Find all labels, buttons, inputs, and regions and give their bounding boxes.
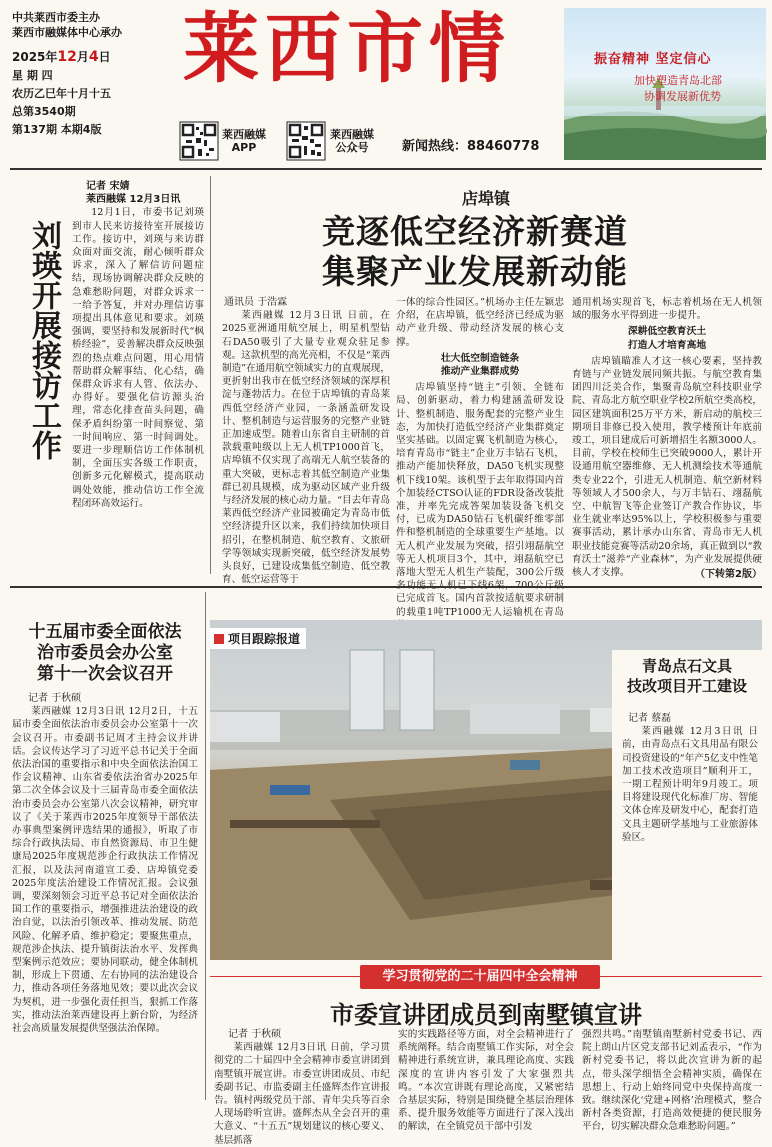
article2-subhead: 深耕低空教育沃土 打造人才培育高地 — [627, 326, 707, 351]
article2-col2: 一体的综合性园区。”机场办主任左颖忠介绍，在店埠镇，低空经济已经成为驱动产业升级、带动经济发展的核心支撑。 壮大低空制造链条 推动产业集群成势 店埠镇坚持“链主”引领、全链布局、创新驱动，着力构建涵盖研发设计、整机制造、服务配套的完整产业生态，为加快打造低空经济产业集群奠定坚实基础。以固定翼飞机制造为核心，培育青岛市“链主”企业万丰钻石飞机，推动产能加快释放，DA50飞机实现整机下线10架。该机型于去年取得国内首个加装经CTSO认证的FDR设备改装批准，并率先完成答架加装设备飞机交付，已成为DA50钻石飞机碳纤维零部件和整机制造的全球重要生产基地。以无人机产业发展为突破，招引翊磊航空等无人机项目3个，其中，翊磊航空已落地大型无人机生产装配，300公斤级 已完成首飞。国内首款按适航要求研制的载重1吨TP1000无人运输机在青岛 — [396, 297, 564, 618]
article5-col1: 记者 于秋硕 莱西融媒 12月3日讯 日前，学习贯彻党的二十届四中全会精神市委宣讲团到南墅镇开展宣讲。市委宣讲团成员、市纪委副书记、市监委副主任盛辉杰作宣讲报告。镇村两级党员干部、青年尖兵等百余人现场聆听宣讲。盛辉杰从全会召开的重大意义、“十五五”规划建议的核心要义、基层抓落 — [214, 1029, 390, 1146]
masthead-title: 莱西市情 — [183, 4, 511, 93]
article2-col3: 通用机场实现首飞，标志着机场在无人机领域的服务水平得到进一步提升。 深耕低空教育沃土 打造人才培育高地 店埠镇瞄准人才这一核心要素，坚持教育链与产业链发展同频共振。与航空教育集团四川泛美合作，集聚青岛航空科技职业学院、青岛北方航空职业学校2所航空类高校，园区建筑面积25万平方米，新启动的航校三期项目非修已投入使用，教学楼预计年底前竣工，项目建成后可新增招生名额3000人。目前，学校在校师生已突破9000人，累计开设通用航空器维修、无人机测绘技术等通航类专业22个，引进无人机制造、航空新材料等领域人才500余人，与万丰钻石、翊磊航空、中航智飞等企业签订产教合作协议，毕业生就业率达95%以上，学校积极参与重要赛事活动，累计承办山东省、青岛市无人机职业技能竞赛等活动20余场，真正做到以“教育沃土”滋养“产业森林”，为产业发展提供硬核人才支撑。 （下转第2版） — [572, 297, 762, 580]
header-divider — [10, 168, 762, 170]
wechat-qr-code[interactable] — [287, 122, 325, 160]
article2-col1: 通讯员 于浩霖 莱西融媒 12月3日讯 日前，在2025亚洲通用航空展上，明星机型钻石DA50吸引了大量专业观众驻足参观。这款机型的高光亮相，不仅是“莱西制造”在通用航空领域实力的直观展现，更折射出我市在低空经济领域的深厚积淀与蓬勃活力。在位于店埠镇的青岛莱西低空经济产业园，一条涵盖研发设计、整机制造与运营服务的完整产业链正加速成型。随着山东省自主研制的首款载重吨级以上无人机TP1000首飞，店埠镇不仅实现了高端无人航空装备的重大突破，更标志着其低空制造产业集群已初具规模，成为驱动区域产业升级与经济发展的核心动力量。“目去年青岛莱西低空经济产业园被确定为青岛市低空经济提升区以来，我们持续加快项目招引，在整机制造、航空教育、文旅研学等领域实现新突破，低空经济发展势头良好，已建设成集低空制造、低空教育、低空运营等于 — [222, 297, 390, 586]
article2-headline: 竞逐低空经济新赛道 集聚产业发展新动能 — [322, 212, 628, 291]
masthead-info — [12, 10, 137, 137]
ad-slogan: 加快塑造青岛北部 — [634, 74, 722, 87]
article4-headline: 青岛点石文具 技改项目开工建设 — [626, 657, 747, 695]
continued-note[interactable]: （下转第2版） — [695, 568, 762, 580]
header-ad-banner — [564, 8, 766, 160]
issue-number: 第137期 本期4版 — [12, 123, 102, 136]
article5-headline: 市委宣讲团成员到南墅镇宣讲 — [330, 1000, 642, 1029]
total-issue: 总第3540期 — [12, 105, 76, 118]
app-label: 莱西融媒 APP — [222, 128, 266, 154]
app-qr-code[interactable] — [180, 122, 218, 160]
article5-col3: 强烈共鸣。”南墅镇南墅新村党委书记、西院上朗山片区党支部书记刘孟表示，“作为新村党委书记，将以此次宣讲为新的起点，带头深学细悟全会精神实质，确保在思想上、行动上始终同党中央保持高度一致。继续深化‘党建+网格’治理模式，整合新村各类资源，打造高效便捷的便民服务平台，切实解决群众急难愁盼问题。” — [582, 1029, 762, 1133]
article4-panel — [612, 650, 762, 960]
sponsor-line: 中共莱西市委主办 — [12, 11, 100, 24]
article3-headline: 十五届市委全面依法 治市委员会办公室 第十一次会议召开 — [28, 622, 182, 684]
article2-kicker: 店埠镇 — [462, 189, 511, 208]
weekday: 星 期 四 — [12, 69, 53, 82]
article1-body-top: 记者 宋婧 莱西融媒 12月3日讯 12月1日，市委书记刘瑛到市人民来访接待室开展接访工作。接访中，刘瑛与来访群众面对面交流，耐心倾听群众诉求，深入了解信访问题症结，现场协调解决群众反映的急难愁盼问题，对群众诉求一一给予答复，并对办理信访事项提出具体意见和要求。刘瑛强调，要坚持和发展新时代“枫桥经验”，妥善解决群众反映强烈的热点难点问题，用心用情帮助群众解事结、化心结，确保群众诉求有人管、依法办、办得好。要强化信访源头治理，常态化排查苗头问题，确保矛盾纠纷第一时间察觉、第一时间响应、第一时间调处。要进一步理顺信访工作体制机制，全面压实各级工作职责，创新多元化解模式，提高联动调处效能，推动信访工作全流程闭环高效运行。 — [72, 181, 204, 509]
section-divider — [10, 586, 762, 588]
square-bullet-icon — [214, 634, 224, 644]
wechat-label: 莱西融媒 公众号 — [330, 128, 374, 154]
ad-slogan: 振奋精神 坚定信心 — [594, 52, 712, 67]
article1-body: 12月1日，市委书记刘瑛到市人民来访接待室开展接访工作。接访中，刘瑛与来访群众面对面交流，耐心倾听群众诉求，深入了解信访问题症结，现场协调解决群众反映的急难愁盼问题，对群众诉求一一给予答复，并对办理信访事项提出具体意见和要求。刘瑛强调，要坚持和发展新时代“枫桥经验”，妥善解决群众反映强烈的热点难点问题，用心用情帮助群众解事结、化心结，确保群众诉求有人管、依法办、办得好。要强化信访源头治理，常态化排查苗头问题，确保矛盾纠纷第一时间察觉、第一时间响应、第一时间调处。要进一步理顺信访工作体制机制，全面压实各级工作职责，创新多元化解模式，提高联动调处效能，推动信访工作全流程闭环高效运行。 — [72, 207, 204, 509]
ad-slogan: 协调发展新优势 — [644, 90, 721, 103]
article1-body-tail — [10, 524, 206, 578]
sponsor-line: 莱西市融媒体中心承办 — [12, 26, 122, 39]
article5-col2: 实的实践路径等方面，对全会精神进行了系统阐释。结合南墅镇工作实际，对全会精神进行系统宣讲，兼具理论高度、实践深度的宣讲内容引发了大家强烈共鸣。“本次宣讲既有理论高度，又紧密结合基层实际，特别是围绕健全基层治理体系、提升服务效能等方面进行了深入浅出的解读，在全镇党员干部中引发 — [398, 1029, 574, 1133]
section-tag: 项目跟踪报道 — [210, 628, 306, 649]
article2-subhead: 壮大低空制造链条 推动产业集群成势 — [440, 352, 520, 378]
issue-date: 2025年12月4日 — [12, 49, 111, 65]
column-rule — [205, 592, 206, 1100]
article3-body: 记者 于秋硕 莱西融媒 12月3日讯 12月2日，十五届市委全面依法治市委员会办公室第十一次会议召开。市委副书记周才主持会议并讲话。会议传达学习了习近平总书记关于全面依法治国的重要指示和中央全面依法治国工作会议精神、山东省委依法治省办2025年第二次全体会议及十三届青岛市委全面依法治市委员会办公室第八次会议精神，研究审议了《关于莱西市2025年度领导干部依法办事典型案例评选结果的通报》，听取了市综合行政执法局、市自然资源局、市卫生健康局2025年度规范涉企行政执法工作情况汇报，以及法河南道宣工委、店埠镇党委2025年度法治建设工作情况汇报。会议强调，要深刻领会习近平总书记对全面依法治国工作的重要指示，增强推进法治建设的政治自觉，以法治引领改革、推动发展、防范风险、化解矛盾、维护稳定；要聚焦重点，规范涉企执法、提升镇街法治水平、发挥典型案例示范效应；要协同联动，健全体制机制，形成上下贯通、左右协同的法治建设合力，推动各项任务落地见效；要以此次会议为契机，进一步强化责任担当，狠抓工作落实，推动法治莱西建设再上新台阶，为经济社会高质量发展提供坚强法治保障。 — [12, 693, 198, 1035]
article4-body: 记者 蔡磊 莱西融媒 12月3日讯 日前，由青岛点石文具用品有限公司投资建设的“年产5亿支中性笔加工技术改造项目”顺利开工，一期工程预计明年9月竣工。项目将建设现代化标准厂房、智能文体仓库及研发中心，配套打造文具主题研学基地与工业旅游体验区。 — [622, 713, 758, 843]
lunar-date: 农历乙巳年十月十五 — [12, 87, 111, 100]
news-hotline: 新闻热线：88460778 — [402, 139, 540, 154]
column-rule — [210, 176, 211, 574]
theme-banner: 学习贯彻党的二十届四中全会精神 — [360, 965, 600, 989]
article1-headline: 刘瑛开展接访工作 — [26, 220, 61, 460]
